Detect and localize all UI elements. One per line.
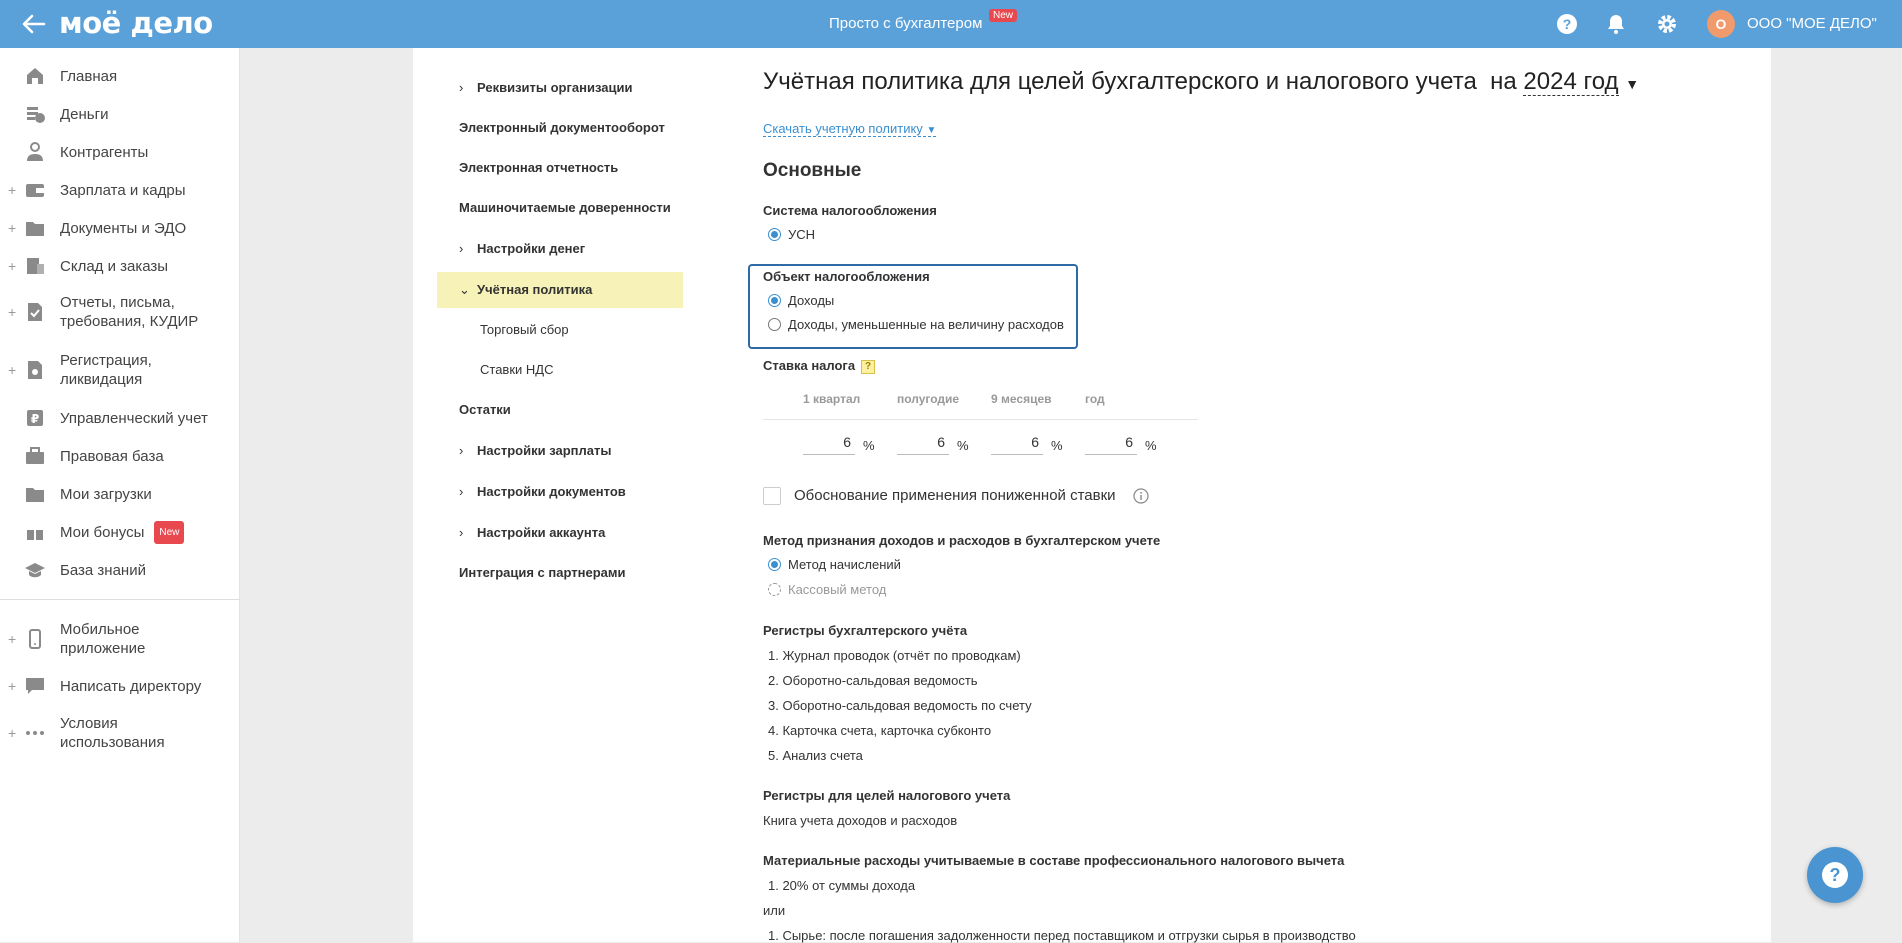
- rate-input-q1[interactable]: 6: [803, 434, 855, 455]
- chat-icon: [24, 675, 46, 697]
- sidebar-item-mobile-app[interactable]: [0, 619, 240, 659]
- radio-income[interactable]: [768, 293, 834, 308]
- gear-icon[interactable]: [1655, 12, 1679, 36]
- list-item: 3. Оборотно-сальдовая ведомость по счету: [768, 698, 1032, 713]
- expand-plus-icon[interactable]: +: [8, 725, 17, 741]
- org-name[interactable]: ООО "МОЕ ДЕЛО": [1747, 15, 1877, 32]
- svg-text:₽: ₽: [30, 412, 40, 426]
- year-prefix: на: [1490, 68, 1517, 95]
- sidebar-item-money[interactable]: [0, 103, 240, 125]
- sidebar-item-label: Мобильное приложение: [60, 621, 146, 657]
- download-policy-link[interactable]: [763, 121, 936, 137]
- rate-input-year[interactable]: 6: [1085, 434, 1137, 455]
- page-title: [763, 68, 1639, 96]
- radio-selected-icon: [768, 228, 781, 241]
- menu-label: Настройки денег: [477, 241, 586, 256]
- period-9-months: 9 месяцев: [991, 392, 1052, 406]
- list-item: 1. 20% от суммы дохода: [768, 878, 916, 893]
- sidebar-item-write-director[interactable]: [0, 675, 240, 697]
- menu-item-account-settings[interactable]: [459, 525, 605, 540]
- title-text: Учётная политика для целей бухгалтерского и налогового учета: [763, 68, 1477, 95]
- report-icon: [24, 301, 46, 323]
- expand-plus-icon[interactable]: +: [8, 258, 17, 274]
- list-item: 2. Оборотно-сальдовая ведомость: [768, 673, 978, 688]
- menu-item-machine-readable-poa[interactable]: Машиночитаемые доверенности: [459, 200, 671, 215]
- top-bar: [0, 0, 1902, 48]
- briefcase-icon: [24, 445, 46, 467]
- menu-item-salary-settings[interactable]: [459, 443, 611, 458]
- radio-label: Кассовый метод: [788, 582, 887, 597]
- tax-registers-label: Регистры для целей налогового учета: [763, 788, 1011, 803]
- caret-down-icon[interactable]: ▼: [1625, 76, 1640, 92]
- sidebar-item-terms[interactable]: [0, 713, 240, 753]
- sidebar-item-documents[interactable]: [0, 217, 240, 239]
- radio-cash-method: [768, 582, 886, 597]
- menu-label: Настройки аккаунта: [477, 525, 606, 540]
- radio-income-minus-expenses[interactable]: [768, 317, 1064, 332]
- radio-label: Доходы, уменьшенные на величину расходов: [788, 317, 1064, 332]
- menu-label: Настройки зарплаты: [477, 443, 612, 458]
- reduced-rate-checkbox[interactable]: [763, 487, 781, 505]
- sidebar-item-warehouse[interactable]: [0, 255, 240, 277]
- tax-system-label: Система налогообложения: [763, 203, 937, 218]
- registration-icon: [24, 359, 46, 381]
- sidebar-item-management[interactable]: [0, 407, 240, 429]
- ruble-icon: [24, 407, 46, 429]
- menu-label: Реквизиты организации: [477, 80, 633, 95]
- list-item: 5. Анализ счета: [768, 748, 863, 763]
- sidebar-item-home[interactable]: [0, 65, 240, 87]
- chevron-right-icon: ›: [459, 241, 464, 256]
- rate-label-text: Ставка налога: [763, 358, 856, 373]
- sidebar-item-label: Условия использования: [60, 715, 165, 751]
- expand-plus-icon[interactable]: +: [8, 678, 17, 694]
- list-item: 1. Журнал проводок (отчёт по проводкам): [768, 648, 1021, 663]
- reduced-rate-label[interactable]: Обоснование применения пониженной ставки: [794, 487, 1116, 504]
- svg-text:?: ?: [1829, 865, 1841, 885]
- help-icon[interactable]: [1555, 12, 1579, 36]
- method-label: Метод признания доходов и расходов в бухгалтерском учете: [763, 533, 1161, 548]
- percent-sign: %: [1145, 438, 1157, 453]
- rate-input-9-months[interactable]: 6: [991, 434, 1043, 455]
- radio-label: Доходы: [788, 293, 835, 308]
- sidebar-item-bonuses[interactable]: [0, 521, 240, 543]
- expand-plus-icon[interactable]: +: [8, 362, 17, 378]
- period-half-year: полугодие: [897, 392, 960, 406]
- sidebar-item-label: Управленческий учет: [60, 409, 208, 427]
- registers-label: Регистры бухгалтерского учёта: [763, 623, 968, 638]
- menu-item-document-settings[interactable]: [459, 484, 626, 499]
- radio-selected-icon: [768, 294, 781, 307]
- download-link-text: Скачать учетную политику: [763, 121, 923, 136]
- sidebar-item-label: Мои загрузки: [60, 485, 152, 503]
- percent-sign: %: [1051, 438, 1063, 453]
- radio-accrual-method[interactable]: [768, 557, 901, 572]
- simple-accountant-link[interactable]: Просто с бухгалтером: [829, 15, 983, 32]
- rate-divider: [763, 419, 1198, 420]
- sidebar-item-label: [60, 521, 184, 544]
- sidebar-divider: [0, 599, 240, 600]
- percent-sign: %: [863, 438, 875, 453]
- menu-item-edo[interactable]: Электронный документооборот: [459, 120, 665, 135]
- menu-label: Настройки документов: [477, 484, 626, 499]
- chevron-down-icon: ⌄: [459, 282, 470, 297]
- caret-down-icon: ▼: [926, 125, 937, 136]
- logo[interactable]: моё дело: [59, 6, 213, 40]
- rate-input-half-year[interactable]: 6: [897, 434, 949, 455]
- sidebar-item-downloads[interactable]: [0, 483, 240, 505]
- more-icon: [24, 722, 46, 744]
- tax-registers-value: Книга учета доходов и расходов: [763, 813, 958, 828]
- sidebar-item-label: Написать директору: [60, 677, 202, 695]
- menu-label: Учётная политика: [477, 282, 593, 297]
- warehouse-icon: [24, 255, 46, 277]
- chevron-right-icon: ›: [459, 525, 464, 540]
- menu-item-vat-rates[interactable]: Ставки НДС: [480, 362, 554, 377]
- radio-label: Метод начислений: [788, 557, 901, 572]
- home-icon: [24, 65, 46, 87]
- sidebar-item-label: Контрагенты: [60, 143, 149, 161]
- sidebar-item-registration[interactable]: [0, 350, 240, 390]
- sidebar-item-reports[interactable]: [0, 292, 240, 332]
- tax-rate-label: [763, 358, 875, 374]
- sidebar-item-label: Регистрация, ликвидация: [60, 352, 152, 388]
- main-content: [413, 48, 1771, 942]
- menu-item-e-reporting[interactable]: Электронная отчетность: [459, 160, 619, 175]
- mobile-icon: [24, 628, 46, 650]
- list-item: 1. Сырье: после погашения задолженности перед поставщиком и отгрузки сырья в производство: [768, 928, 1356, 943]
- contractors-icon: [24, 141, 46, 163]
- new-badge: New: [154, 521, 184, 544]
- menu-item-money-settings[interactable]: [459, 241, 585, 256]
- wallet-icon: [24, 179, 46, 201]
- year-value: 2024 год: [1523, 68, 1619, 95]
- sidebar-item-label: База знаний: [60, 561, 146, 579]
- folder-icon: [24, 217, 46, 239]
- sidebar-item-label: Документы и ЭДО: [60, 219, 187, 237]
- expand-plus-icon[interactable]: +: [8, 304, 17, 320]
- menu-item-balances[interactable]: Остатки: [459, 402, 511, 417]
- org-avatar[interactable]: О: [1707, 10, 1735, 38]
- menu-item-partner-integration[interactable]: Интеграция с партнерами: [459, 565, 626, 580]
- sidebar-item-label: Главная: [60, 67, 118, 85]
- radio-usn[interactable]: [768, 227, 815, 242]
- sidebar-item-label: Правовая база: [60, 447, 164, 465]
- gift-icon: [24, 521, 46, 543]
- bonuses-label: Мои бонусы: [60, 523, 145, 541]
- radio-label: УСН: [788, 227, 816, 242]
- sidebar: [0, 48, 240, 942]
- bell-icon[interactable]: [1604, 12, 1628, 36]
- help-question-icon[interactable]: ?: [861, 360, 875, 374]
- radio-disabled-icon: [768, 583, 781, 596]
- help-fab-button[interactable]: [1807, 847, 1863, 903]
- sidebar-item-contractors[interactable]: [0, 141, 240, 163]
- sidebar-item-label: Склад и заказы: [60, 257, 169, 275]
- menu-item-org-details[interactable]: [459, 80, 632, 95]
- money-icon: [24, 103, 46, 125]
- help-icon: [1807, 847, 1863, 903]
- section-title-main: Основные: [763, 160, 862, 181]
- sidebar-item-label: Деньги: [60, 105, 109, 123]
- graduation-icon: [24, 559, 46, 581]
- expand-plus-icon[interactable]: +: [8, 182, 17, 198]
- year-select[interactable]: [1523, 68, 1618, 96]
- period-q1: 1 квартал: [803, 392, 861, 406]
- chevron-right-icon: ›: [459, 484, 464, 499]
- tax-object-label: Объект налогообложения: [763, 269, 930, 284]
- period-year: год: [1085, 392, 1105, 406]
- sidebar-item-salary[interactable]: [0, 179, 240, 201]
- percent-sign: %: [957, 438, 969, 453]
- back-arrow-icon[interactable]: [20, 10, 48, 38]
- sidebar-item-label: Зарплата и кадры: [60, 181, 186, 199]
- expand-plus-icon[interactable]: +: [8, 631, 17, 647]
- material-expenses-label: Материальные расходы учитываемые в составе профессионального налогового вычета: [763, 853, 1345, 868]
- menu-item-accounting-policy[interactable]: [459, 282, 592, 298]
- chevron-right-icon: ›: [459, 80, 464, 95]
- info-icon[interactable]: [1133, 488, 1149, 504]
- radio-unselected-icon: [768, 318, 781, 331]
- sidebar-item-legal[interactable]: [0, 445, 240, 467]
- expand-plus-icon[interactable]: +: [8, 220, 17, 236]
- svg-text:?: ?: [1562, 16, 1572, 32]
- sidebar-item-label: Отчеты, письма, требования, КУДИР: [60, 294, 199, 330]
- or-label: или: [763, 903, 786, 918]
- list-item: 4. Карточка счета, карточка субконто: [768, 723, 992, 738]
- folder-icon: [24, 483, 46, 505]
- new-badge: New: [989, 9, 1017, 22]
- radio-selected-icon: [768, 558, 781, 571]
- menu-item-trade-fee[interactable]: Торговый сбор: [480, 322, 569, 337]
- sidebar-item-knowledge-base[interactable]: [0, 559, 240, 581]
- chevron-right-icon: ›: [459, 443, 464, 458]
